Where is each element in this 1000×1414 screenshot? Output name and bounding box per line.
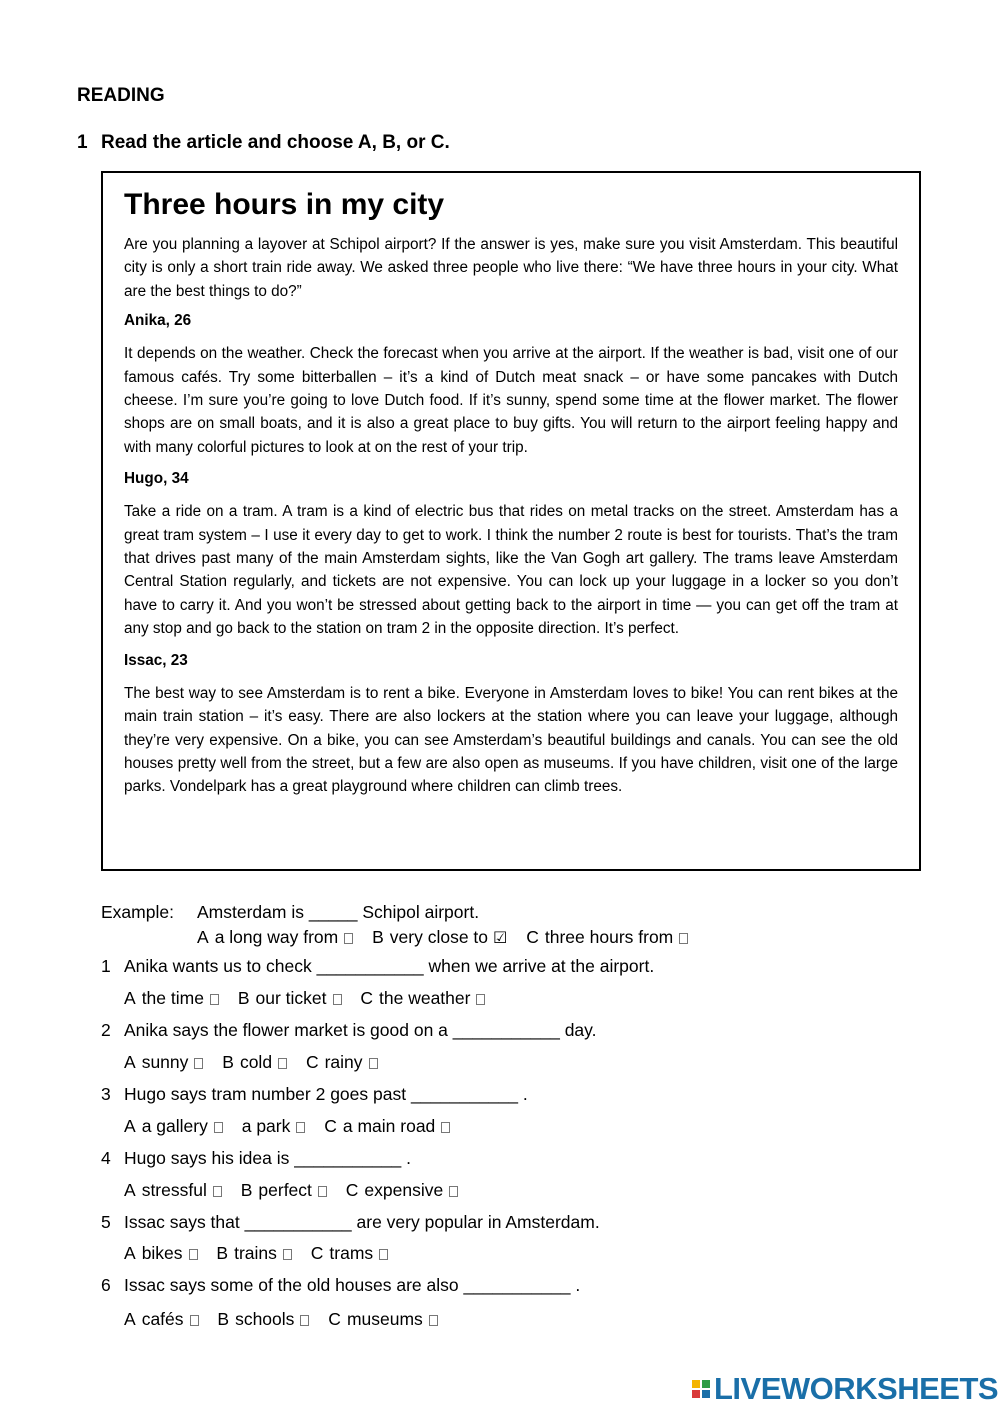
option-letter: A — [124, 1052, 136, 1072]
option-letter: B — [217, 1309, 230, 1329]
option-b[interactable] — [216, 1243, 291, 1263]
option-text: perfect — [258, 1180, 312, 1200]
question-6 — [101, 1275, 580, 1296]
option-text: bikes — [141, 1243, 183, 1263]
checkbox[interactable] — [379, 1249, 388, 1260]
example-question: Amsterdam is _____ Schipol airport. — [197, 902, 480, 922]
option-letter: A — [124, 988, 136, 1008]
example-label: Example: — [101, 902, 174, 922]
question-1-options — [124, 988, 499, 1009]
checkbox[interactable] — [194, 1058, 203, 1069]
option-letter: C — [310, 1243, 324, 1263]
option-text: the time — [141, 988, 204, 1008]
option-text: a gallery — [141, 1116, 208, 1136]
option-text: trains — [234, 1243, 277, 1263]
example-option-c[interactable] — [526, 927, 688, 947]
question-5-options — [124, 1243, 402, 1264]
question-text: Issac says that ___________ are very popular in Amsterdam. — [124, 1212, 600, 1232]
example-option-a[interactable] — [197, 927, 353, 947]
question-number: 1 — [101, 956, 111, 976]
option-letter: B — [222, 1052, 234, 1072]
question-text: Anika wants us to check ___________ when we arrive at the airport. — [124, 956, 655, 976]
option-a[interactable] — [124, 988, 219, 1008]
section-title: READING — [77, 85, 165, 106]
checkbox[interactable] — [429, 1315, 438, 1326]
option-text: trams — [329, 1243, 374, 1263]
person-text: It depends on the weather. Check the forecast when you arrive at the airport. If the weather is bad, visit one of our famous cafés. Try some bitterballen – it’s a kind of Dutch meat snack – or have some pancakes with Dutch cheese. I’m sure you’re going to love Dutch food. If it’s sunny, spend some time at the flower market. The flower shops are on small boats, and it is also a great place to buy gifts. You will return to the airport feeling happy and with many colorful pictures to look at on the rest of your trip. — [124, 345, 898, 456]
person-name: Anika, 26 — [124, 312, 192, 330]
option-text: museums — [346, 1309, 423, 1329]
question-6-options — [124, 1309, 452, 1330]
article-title: Three hours in my city — [124, 188, 445, 221]
option-text: cold — [239, 1052, 273, 1072]
option-letter: C — [328, 1309, 341, 1329]
checkbox[interactable] — [449, 1186, 458, 1197]
question-4-options — [124, 1180, 472, 1201]
checkbox[interactable] — [441, 1122, 450, 1133]
checkbox[interactable] — [190, 1315, 199, 1326]
question-2 — [101, 1020, 596, 1041]
option-text: three hours from — [544, 927, 674, 947]
question-number: 4 — [101, 1148, 111, 1168]
liveworksheets-logo — [692, 1372, 998, 1406]
question-text: Hugo says his idea is ___________ . — [124, 1148, 412, 1168]
option-c[interactable] — [324, 1116, 450, 1136]
option-a[interactable] — [124, 1309, 199, 1329]
person-text: The best way to see Amsterdam is to rent a bike. Everyone in Amsterdam loves to bike! You can rent bikes at the main train station – it’s easy. There are also lockers at the station where you can leave your luggage, although they’re very expensive. On a bike, you can see Amsterdam’s beautiful buildings and canals. You can see the old houses pretty well from the street, but a few are also open as museums. If you have children, visit one of the large parks. Vondelpark has a great playground where children can climb trees. — [124, 684, 898, 796]
option-b[interactable] — [242, 1116, 306, 1136]
question-3 — [101, 1084, 528, 1105]
option-letter: A — [124, 1180, 136, 1200]
checkbox[interactable] — [210, 994, 219, 1005]
example-option-b[interactable] — [372, 927, 507, 947]
logo-text: LIVEWORKSHEETS — [714, 1371, 999, 1406]
question-2-options — [124, 1052, 392, 1073]
article-intro: Are you planning a layover at Schipol airport? If the answer is yes, make sure you visit Amsterdam. This beautiful city is only a short train ride away. We asked three people who live there: “We have three hours in your city. What are the best things to do?” — [124, 236, 898, 300]
option-a[interactable] — [124, 1052, 203, 1072]
question-text: Issac says some of the old houses are also ___________ . — [124, 1275, 581, 1295]
person-text: Take a ride on a tram. A tram is a kind of electric bus that rides on metal tracks on the street. Amsterdam has a great tram system – I use it every day to get to work. I think the number 2 route is best for tourists. That’s the tram that drives past many of the main Amsterdam sights, like the Van Gogh art gallery. The trams leave Amsterdam Central Station regularly, and tickets are not expensive. You can lock up your luggage in a locker so you don’t have to carry it. And you won’t be stressed about getting back to the airport in time — you can get off the tram at any stop and go back to the station on tram 2 in the opposite direction. It’s perfect. — [124, 503, 898, 638]
question-1 — [101, 956, 654, 977]
option-b[interactable] — [217, 1309, 309, 1329]
option-letter: B — [237, 988, 250, 1008]
checkbox[interactable] — [283, 1249, 292, 1260]
person-name: Hugo, 34 — [124, 470, 189, 488]
question-text: Anika says the flower market is good on a ___________ day. — [124, 1020, 597, 1040]
checkbox[interactable] — [300, 1315, 309, 1326]
option-c[interactable] — [306, 1052, 378, 1072]
question-3-options — [124, 1116, 464, 1137]
checkbox[interactable] — [189, 1249, 198, 1260]
option-text: very close to — [389, 927, 489, 947]
checkbox[interactable] — [213, 1186, 222, 1197]
option-a[interactable] — [124, 1116, 223, 1136]
checkbox[interactable] — [296, 1122, 305, 1133]
checkbox-checked-icon[interactable]: ☑ — [493, 930, 508, 947]
option-text: a main road — [342, 1116, 436, 1136]
option-b[interactable] — [238, 988, 342, 1008]
example — [101, 902, 674, 947]
option-b[interactable] — [222, 1052, 287, 1072]
question-number: 5 — [101, 1212, 111, 1232]
option-letter: B — [240, 1180, 253, 1200]
option-letter: A — [124, 1116, 136, 1136]
option-text: expensive — [364, 1180, 444, 1200]
option-letter: C — [305, 1052, 319, 1072]
option-text: a long way from — [214, 927, 339, 947]
checkbox[interactable] — [318, 1186, 327, 1197]
instruction-text: Read the article and choose A, B, or C. — [101, 132, 450, 153]
checkbox[interactable] — [476, 994, 485, 1005]
checkbox[interactable] — [344, 933, 353, 944]
article-box — [101, 171, 921, 871]
option-c[interactable] — [360, 988, 485, 1008]
option-letter: C — [360, 988, 374, 1008]
option-letter: C — [345, 1180, 359, 1200]
option-text: our ticket — [255, 988, 327, 1008]
instruction-number: 1 — [77, 132, 88, 153]
logo-blocks-icon — [692, 1380, 710, 1398]
option-letter: C — [526, 927, 539, 947]
option-a[interactable] — [124, 1180, 222, 1200]
option-letter: A — [124, 1309, 136, 1329]
option-c[interactable] — [311, 1243, 388, 1263]
option-text: schools — [235, 1309, 295, 1329]
question-number: 2 — [101, 1020, 111, 1040]
checkbox[interactable] — [369, 1058, 378, 1069]
checkbox[interactable] — [278, 1058, 287, 1069]
option-letter: C — [324, 1116, 337, 1136]
example-options — [197, 927, 702, 948]
option-letter: B — [372, 927, 384, 947]
question-4 — [101, 1148, 411, 1169]
option-letter: B — [216, 1243, 229, 1263]
option-text: stressful — [141, 1180, 207, 1200]
option-text: sunny — [141, 1052, 189, 1072]
option-text: a park — [241, 1116, 291, 1136]
option-text: rainy — [324, 1052, 363, 1072]
checkbox[interactable] — [333, 994, 342, 1005]
person-name: Issac, 23 — [124, 651, 188, 669]
question-number: 3 — [101, 1084, 111, 1104]
option-c[interactable] — [346, 1180, 458, 1200]
option-b[interactable] — [241, 1180, 327, 1200]
option-letter: A — [197, 927, 209, 947]
option-text: the weather — [379, 988, 471, 1008]
option-text: cafés — [141, 1309, 184, 1329]
question-number: 6 — [101, 1275, 111, 1295]
checkbox[interactable] — [679, 933, 688, 944]
question-text: Hugo says tram number 2 goes past ___________ . — [124, 1084, 528, 1104]
option-letter: A — [124, 1243, 136, 1263]
option-a[interactable] — [124, 1243, 198, 1263]
question-5 — [101, 1212, 600, 1233]
checkbox[interactable] — [214, 1122, 223, 1133]
option-c[interactable] — [328, 1309, 438, 1329]
instruction — [77, 132, 450, 154]
